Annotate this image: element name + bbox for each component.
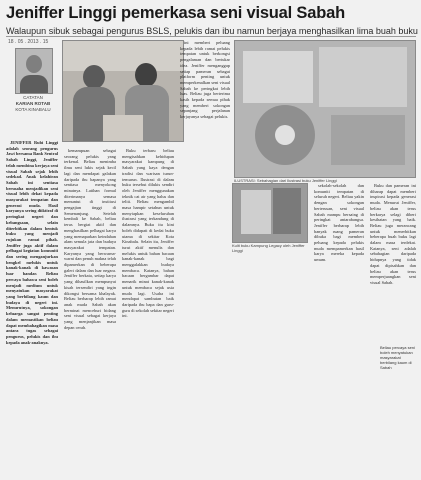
author-body-shape: [20, 75, 48, 94]
column-2-text: kemampuan sebagai seorang pelukis yang terkenal. Beliau menimba ilmu seni lukis sejak kecil lagi dan mendapat galakan daripada ibu bapanya yang sentiasa menyokong minatnya. Latihan formal diterimanya semasa menuntut di institusi pengajian tinggi di Semenanjung. Setelah kembali ke Sabah, beliau terus bergiat aktif dan menghasilkan pelbagai karya yang memaparkan keindahan alam semula jata dan budaya masyarakat tempatan. Karyanya yang berwarna-warni dan penuh makna telah dipamerkan di beberapa galeri dalam dan luar negara. Jeniffer berkata, setiap karya yang dihasilkan mempunyai kisah tersendiri yang ingin dikongsi bersama khalayak. Beliau berharap lebih ramai anak muda Sabah akan berminat menceburi bidang seni visual sebagai kerjaya yang menjanjikan masa depan cerah.: [64, 148, 116, 330]
article-column-2: [64, 148, 116, 475]
byline-label: CATATAN: [23, 95, 43, 100]
article-subheadline: Walaupun sibuk sebagai pengurus BSLS, pelukis dan ibu namun berjaya menghasilkan lima buah buku: [6, 26, 418, 36]
byline-name: KARIAN ROTAB: [15, 101, 51, 106]
book-cover-right: [273, 188, 301, 234]
byline-role: KOTA KINABALU: [15, 107, 51, 112]
person-left-head: [83, 65, 105, 89]
book-cover-left: [241, 190, 271, 234]
article-column-1: [6, 140, 58, 475]
header-rule: [6, 36, 416, 37]
column-3-text: Buku terbaru beliau mengisahkan kehidupan masyarakat kampung di Sabah yang kaya dengan tradisi dan warisan turun-temurun. Ilustrasi di dalam buku tersebut dilukis sendiri oleh Jeniffer menggunakan teknik cat air yang halus dan teliti. Beliau mengambil masa hampir setahun untuk menyiapkan keseluruhan ilustrasi yang terkandung di dalamnya. Buku itu kini boleh didapati di kedai buku utama di sekitar Kota Kinabalu. Selain itu, Jeniffer turut aktif menulis dan melukis untuk bahan bacaan kanak-kanak bagi menggalakkan budaya membaca. Katanya, bahan bacaan bergambar dapat menarik minat kanak-kanak untuk membaca sejak usia muda lagi. Usaha ini mendapat sambutan baik daripada ibu bapa dan guru-guru di sekolah sekitar negeri ini.: [122, 148, 174, 319]
author-head-shape: [26, 55, 42, 73]
book-cover-photo: [232, 183, 308, 243]
column-4-text: ini memberi peluang kepada lebih ramai pelukis tempatan untuk berkongsi pengalaman dan bertukar idea. Jeniffer menganggap setiap pameran sebagai platform penting untuk memperkenalkan seni visual Sabah ke peringkat lebih luas. Beliau juga berterima kasih kepada semua pihak yang memberi sokongan sepanjang perjalanan kerjayanya sebagai pelukis.: [180, 40, 230, 120]
book-cover-caption: Kulit buku Kampung Legacy oleh Jeniffer Linggi: [232, 243, 305, 253]
photo-wall: [63, 41, 183, 71]
author-photo: [15, 48, 53, 94]
article-dateline: 18 . 05 . 2013 . 15: [8, 39, 49, 45]
article-column-5: [314, 183, 364, 475]
illustration-page-1: [243, 51, 313, 103]
article-column-4: [180, 40, 230, 475]
illustration-cup: [275, 125, 295, 145]
pull-quote: Beliau percaya seni boleh menyatukan masyarakat berbilang kaum di Sabah: [380, 345, 415, 370]
illustration-page-2: [319, 47, 407, 107]
article-column-3: [122, 148, 174, 475]
photo-table: [103, 115, 143, 141]
column-6-text: Buku dan pameran ini diharap dapat memberi inspirasi kepada generasi muda. Menurut Jeniffer, beliau akan terus berkarya selagi diberi kesihatan yang baik. Beliau juga merancang untuk menerbitkan beberapa buah buku lagi dalam masa terdekat. Katanya, seni adalah sebahagian daripada hidupnya yang tidak dapat dipisahkan dan beliau akan terus memperjuangkan seni visual Sabah.: [370, 183, 416, 285]
column-1-text: JENIFFER Rubi Linggi adalah seorang pengurus Jawi bersama Bank Sentral Sabah Linggi, Jeniffer telah membina kerjaya seni visual Sabah sejak lebih sedekad. Anak kelahiran Sabah ini sentiasa berusaha menjadikan seni visual lebih dekat kepada masyarakat tempatan dan generasi muda. Hasil karyanya sering diiktiraf di peringkat negeri dan kebangsaan, selain diterbitkan dalam bentuk buku yang menjadi rujukan ramai pihak. Jeniffer juga aktif dalam pelbagai kegiatan komuniti dan sering menganjurkan bengkel melukis untuk kanak-kanak di kawasan luar bandar. Beliau percaya bahawa seni boleh menjadi medium untuk menyatukan masyarakat yang berbilang kaum dan budaya di negeri ini. Menurutnya, sokongan keluarga sangat penting dalam memastikan beliau dapat membahagikan masa antara tugas sebagai pengurus, pelukis dan ibu kepada anak-anaknya.: [6, 140, 58, 345]
byline: [8, 95, 58, 113]
illustration-book: [331, 115, 405, 165]
person-right-head: [135, 63, 157, 87]
article-column-6: [370, 183, 416, 333]
article-headline: Jeniffer Linggi pemerkasa seni visual Sabah: [6, 4, 345, 22]
illustration-photo: [234, 40, 416, 178]
interview-photo: [62, 40, 184, 142]
illustration-caption: ILUSTRASI: Sebahagian dari Ilustrasi buku Jeniffer Linggi: [234, 178, 337, 183]
column-5-text: sekolah-sekolah dan komuniti tempatan di seluruh negeri. Beliau yakin dengan sokongan berterusan, seni visual Sabah mampu bersaing di peringkat antarabangsa. Jeniffer berharap lebih banyak ruang pameran dibuka bagi memberi peluang kepada pelukis muda mempamerkan hasil karya mereka kepada umum.: [314, 183, 364, 263]
